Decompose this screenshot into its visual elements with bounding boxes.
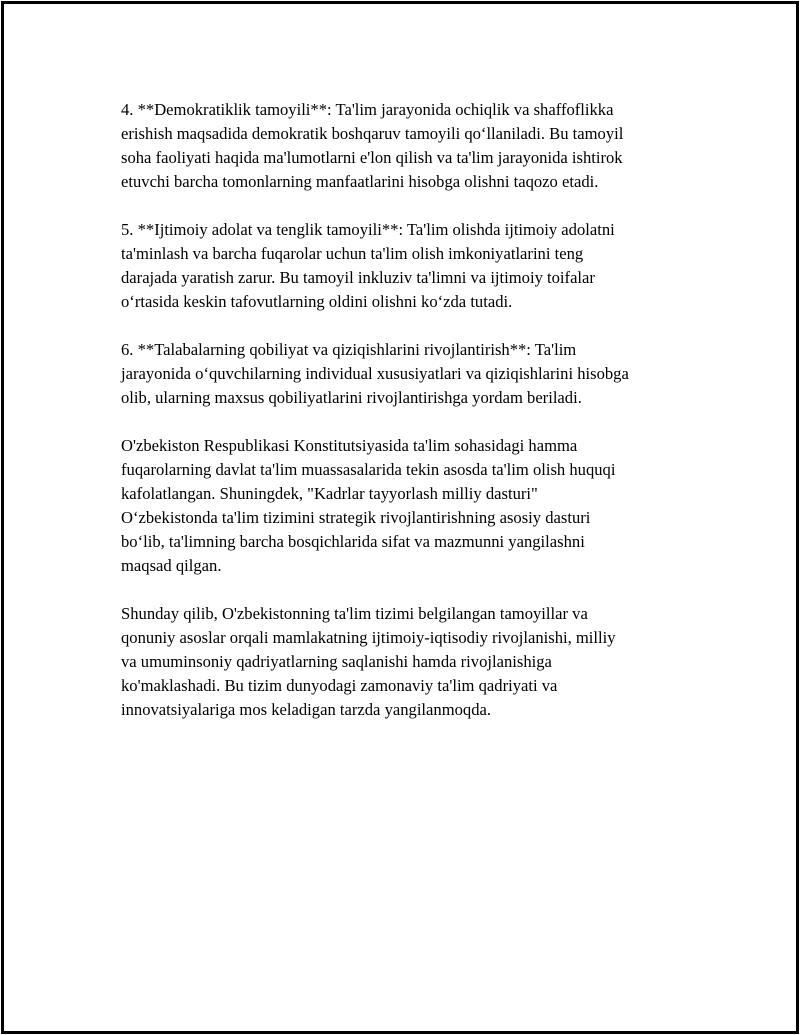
- page-content: [121, 98, 691, 746]
- principle-democracy-paragraph: 4. **Demokratiklik tamoyili**: Ta'lim jarayonida ochiqlik va shaffoflikka erishish maqsadida demokratik boshqaruv tamoyili qo‘llaniladi. Bu tamoyil soha faoliyati haqida ma'lumotlarni e'lon qilish va ta'lim jarayonida ishtirok etuvchi barcha tomonlarning manfaatlarini hisobga olishni taqozo etadi.: [121, 100, 624, 191]
- principle-student-abilities-paragraph: 6. **Talabalarning qobiliyat va qiziqishlarini rivojlantirish**: Ta'lim jarayonida o‘quvchilarning individual xususiyatlari va qiziqishlarini hisobga olib, ularning maxsus qobiliyatlarini rivojlantirishga yordam beriladi.: [121, 340, 629, 407]
- page-frame: [1, 1, 799, 1034]
- conclusion-paragraph: Shunday qilib, O'zbekistonning ta'lim tizimi belgilangan tamoyillar va qonuniy asoslar orqali mamlakatning ijtimoiy-iqtisodiy rivojlanishi, milliy va umuminsoniy qadriyatlarning saqlanishi hamda rivojlanishiga ko'maklashadi. Bu tizim dunyodagi zamonaviy ta'lim qadriyati va innovatsiyalariga mos keladigan tarzda yangilanmoqda.: [121, 604, 616, 719]
- principle-social-justice-paragraph: 5. **Ijtimoiy adolat va tenglik tamoyili**: Ta'lim olishda ijtimoiy adolatni ta'minlash va barcha fuqarolar uchun ta'lim olish imkoniyatlarini teng darajada yaratish zarur. Bu tamoyil inkluziv ta'limni va ijtimoiy toifalar o‘rtasida keskin tafovutlarning oldini olishni ko‘zda tutadi.: [121, 220, 615, 311]
- constitution-paragraph: O'zbekiston Respublikasi Konstitutsiyasida ta'lim sohasidagi hamma fuqarolarning davlat ta'lim muassasalarida tekin asosda ta'lim olish huquqi kafolatlangan. Shuningdek, "Kadrlar tayyorlash milliy dasturi" O‘zbekistonda ta'lim tizimini strategik rivojlantirishning asosiy dasturi bo‘lib, ta'limning barcha bosqichlarida sifat va mazmunni yangilashni maqsad qilgan.: [121, 436, 616, 575]
